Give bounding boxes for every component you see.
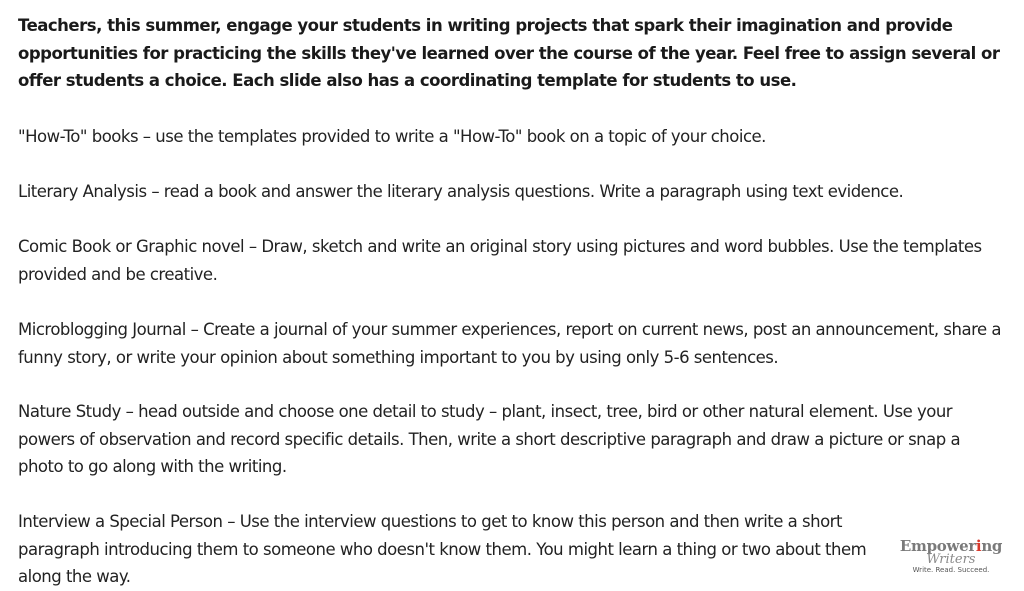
logo-sub: Writers (926, 552, 976, 567)
activity-microblogging-journal: Microblogging Journal – Create a journal of your summer experiences, report on current news, post an announcement, share a funny story, or write your opinion about something important to you by using only 5-6 sentences. (18, 320, 1002, 367)
activity-interview: Interview a Special Person – Use the interview questions to get to know this person and then write a short paragraph introducing them to someone who doesn't know them. You might learn a thing or two about them along the way. (18, 512, 867, 586)
activity-nature-study: Nature Study – head outside and choose one detail to study – plant, insect, tree, bird or other natural element. Use your powers of observation and record specific details. Then, write a short descriptive paragraph and draw a picture or snap a photo to go along with the writing. (18, 402, 961, 476)
activity-literary-analysis: Literary Analysis – read a book and answer the literary analysis questions. Write a paragraph using text evidence. (18, 182, 904, 201)
activity-how-to-books: "How-To" books – use the templates provided to write a "How-To" book on a topic of your choice. (18, 127, 766, 146)
logo-name: Empowering (899, 537, 1003, 555)
activity-comic-book: Comic Book or Graphic novel – Draw, sketch and write an original story using pictures and word bubbles. Use the templates provided and be creative. (18, 237, 982, 284)
logo-tagline: Write. Read. Succeed. (912, 566, 990, 574)
intro-text: Teachers, this summer, engage your students in writing projects that spark their imagination and provide opportunities for practicing the skills they've learned over the course of the year. Feel free to assign several or offer students a choice. Each slide also has a coordinating template for students to use. (18, 16, 1000, 90)
empowering-writers-logo (886, 539, 1016, 574)
